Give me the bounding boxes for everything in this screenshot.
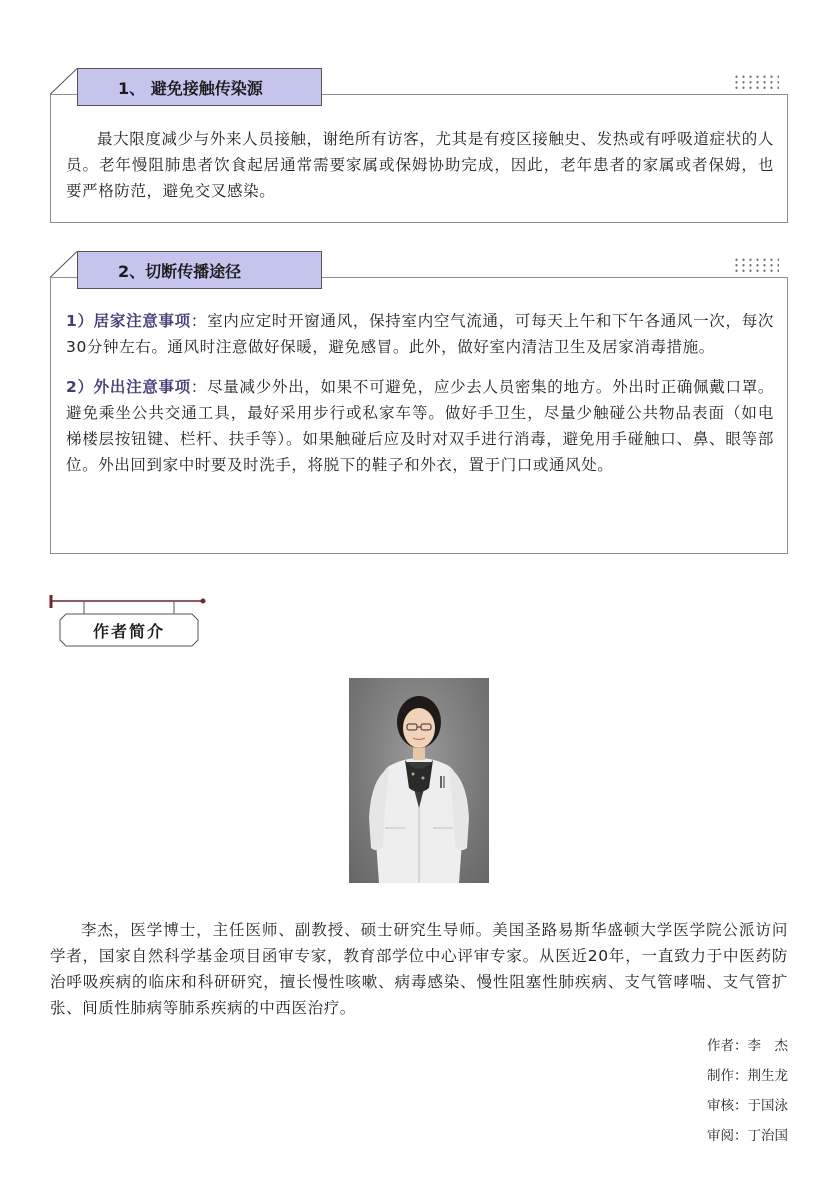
author-photo [349,678,489,883]
author-heading [48,592,208,652]
section-2-title: 2、切断传播途径 [77,251,322,289]
tab-corner-decoration [50,68,80,108]
section-1-body: 最大限度减少与外来人员接触，谢绝所有访客，尤其是有疫区接触史、发热或有呼吸道症状的人员。老年慢阻肺患者饮食起居通常需要家属或保姆协助完成，因此，老年患者的家属或者保姆，也要严格防范，避免交叉感染。 [66,130,774,200]
section-2-content [66,308,774,478]
credit-approval: 审阅：丁治国 [707,1128,788,1144]
outing-precautions-paragraph [66,374,774,478]
section-1-header [50,68,788,98]
home-precautions-text: ：室内应定时开窗通风，保持室内空气流通，可每天上午和下午各通风一次，每次30分钟左右。通风时注意做好保暖，避免感冒。此外，做好室内清洁卫生及居家消毒措施。 [66,312,774,356]
credit-author: 作者：李 杰 [707,1038,788,1054]
credit-production: 制作：荆生龙 [707,1068,788,1084]
home-precautions-paragraph [66,308,774,360]
author-bio-block [50,917,788,1021]
section-1-content [66,126,774,204]
doctor-portrait-icon [349,678,489,883]
credit-review: 审核：于国泳 [707,1098,788,1114]
author-bio: 李杰，医学博士，主任医师、副教授、硕士研究生导师。美国圣路易斯华盛顿大学医学院公派访问学者，国家自然科学基金项目函审专家，教育部学位中心评审专家。从医近20年，一直致力于中医药防治呼吸疾病的临床和科研研究，擅长慢性咳嗽、病毒感染、慢性阻塞性肺疾病、支气管哮喘、支气管扩张、间质性肺病等肺系疾病的中西医治疗。 [50,921,788,1017]
section-2-header [50,251,788,281]
dots-decoration-2 [733,257,779,273]
outing-precautions-text: ：尽量减少外出，如果不可避免，应少去人员密集的地方。外出时正确佩戴口罩。避免乘坐公共交通工具，最好采用步行或私家车等。做好手卫生，尽量少触碰公共物品表面（如电梯楼层按钮键、栏杆、扶手等）。如果触碰后应及时对双手进行消毒，避免用手碰触口、鼻、眼等部位。外出回到家中时要及时洗手，将脱下的鞋子和外衣，置于门口或通风处。 [66,378,774,474]
author-heading-title: 作者简介 [92,621,165,641]
section-1-title: 1、 避免接触传染源 [77,68,322,106]
tab-corner-decoration [50,251,80,291]
dots-decoration-1 [733,74,779,90]
outing-precautions-label: 2）外出注意事项 [66,378,191,396]
home-precautions-label: 1）居家注意事项 [66,312,191,330]
